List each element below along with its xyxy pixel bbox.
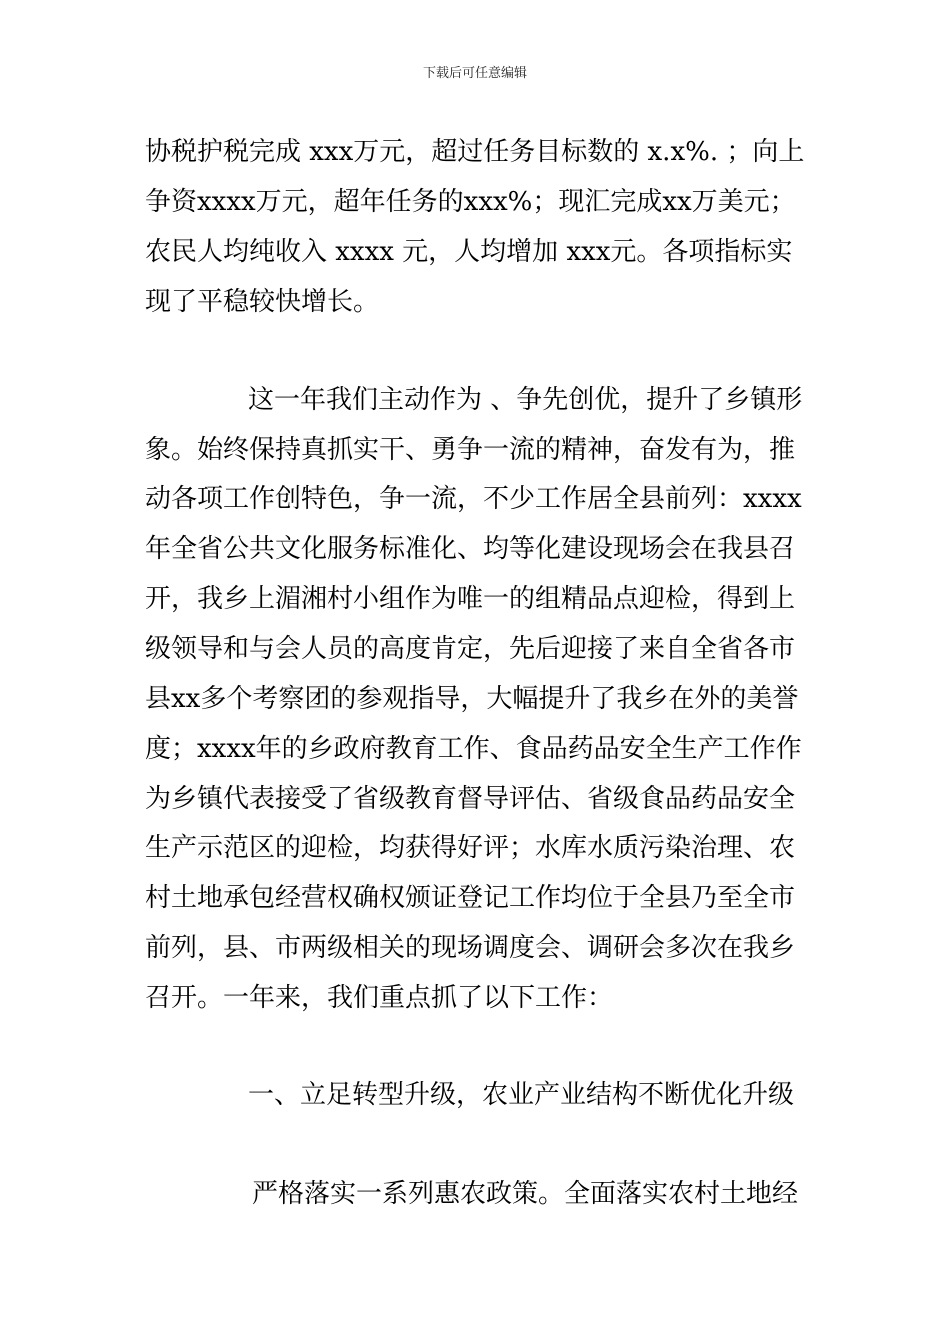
section-heading: 一、立足转型升级，农业产业结构不断优化升级 — [248, 1080, 795, 1110]
paragraph-first-line: 这一年我们主动作为 、争先创优，提升了乡镇形 — [248, 385, 803, 415]
body-line: 动各项工作创特色，争一流，不少工作居全县前列：xxxx — [145, 484, 802, 514]
body-line: 现了平稳较快增长。 — [145, 287, 380, 317]
paragraph-first-line: 严格落实一系列惠农政策。全面落实农村土地经 — [252, 1179, 799, 1209]
body-line: 度；xxxx年的乡政府教育工作、食品药品安全生产工作作 — [145, 734, 802, 764]
page-header: 下载后可任意编辑 — [422, 66, 527, 81]
body-line: 开，我乡上湄湘村小组作为唯一的组精品点迎检，得到上 — [145, 584, 796, 614]
body-line: 农民人均纯收入 xxxx 元，人均增加 xxx元。各项指标实 — [145, 237, 793, 267]
body-line: 村土地承包经营权确权颁证登记工作均位于全县乃至全市 — [145, 883, 796, 913]
body-line: 前列，县、市两级相关的现场调度会、调研会多次在我乡 — [145, 933, 796, 963]
body-line: 为乡镇代表接受了省级教育督导评估、省级食品药品安全 — [145, 784, 796, 814]
body-line: 召开。一年来，我们重点抓了以下工作： — [145, 983, 614, 1013]
body-line: 生产示范区的迎检，均获得好评；水库水质污染治理、农 — [145, 833, 796, 863]
body-line: 象。始终保持真抓实干、勇争一流的精神，奋发有为，推 — [145, 435, 796, 465]
body-line: 级领导和与会人员的高度肯定，先后迎接了来自全省各市 — [145, 634, 796, 664]
body-line: 争资xxxx万元，超年任务的xxx%；现汇完成xx万美元； — [145, 187, 796, 217]
body-line: 县xx多个考察团的参观指导，大幅提升了我乡在外的美誉 — [145, 684, 799, 714]
body-line: 协税护税完成 xxx万元，超过任务目标数的 x.x%. ；向上 — [145, 137, 805, 167]
body-line: 年全省公共文化服务标准化、均等化建设现场会在我县召 — [145, 534, 796, 564]
